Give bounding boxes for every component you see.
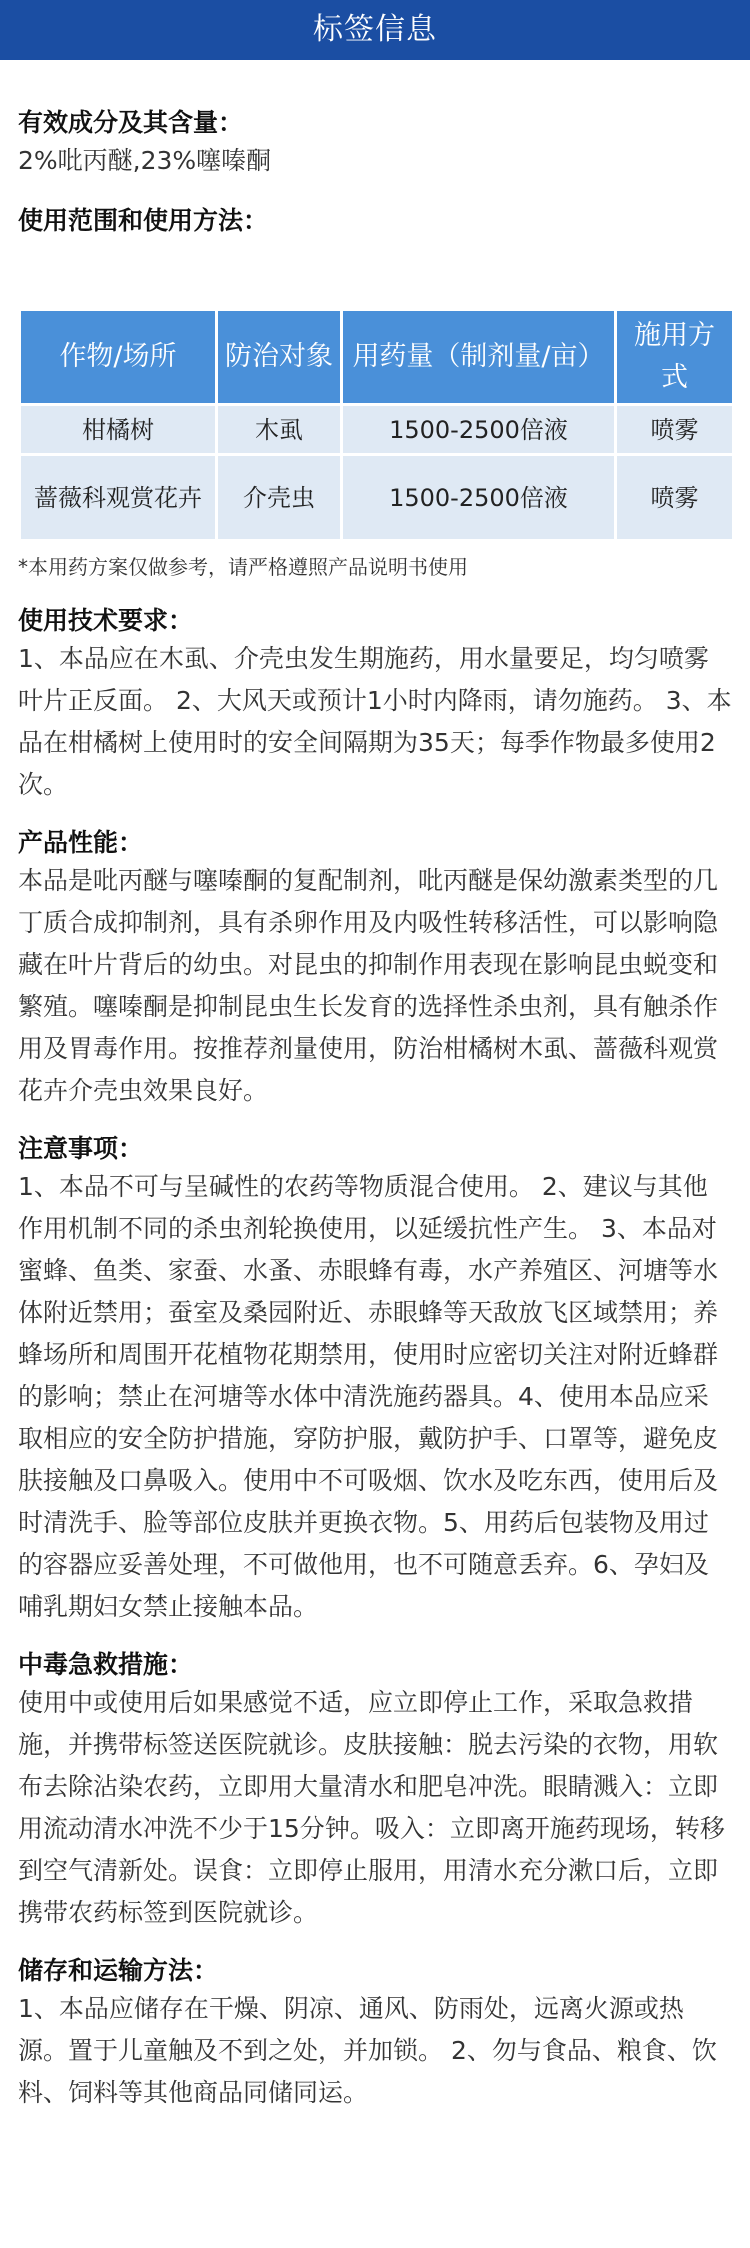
tech-title: 使用技术要求： xyxy=(18,606,194,635)
ingredients-value: 2%吡丙醚,23%噻嗪酮 xyxy=(18,146,272,175)
usage-table xyxy=(18,308,735,542)
storage-section xyxy=(18,1954,732,2114)
firstaid-text: 使用中或使用后如果感觉不适，应立即停止工作，采取急救措施，并携带标签送医院就诊。皮肤接触：脱去污染的衣物，用软布去除沾染农药，立即用大量清水和肥皂冲洗。眼睛溅入：立即用流动清水冲洗不少于15分钟。吸入：立即离开施药现场，转移到空气清新处。误食：立即停止服用，用清水充分漱口后，立即携带农药标签到医院就诊。 xyxy=(18,1688,725,1927)
performance-text: 本品是吡丙醚与噻嗪酮的复配制剂，吡丙醚是保幼激素类型的几丁质合成抑制剂，具有杀卵作用及内吸性转移活性，可以影响隐藏在叶片背后的幼虫。对昆虫的抑制作用表现在影响昆虫蜕变和繁殖。噻嗪酮是抑制昆虫生长发育的选择性杀虫剂，具有触杀作用及胃毒作用。按推荐剂量使用，防治柑橘树木虱、蔷薇科观赏花卉介壳虫效果良好。 xyxy=(18,866,719,1105)
cautions-section xyxy=(18,1132,732,1628)
usage-spacer xyxy=(18,238,732,308)
ingredients-title: 有效成分及其含量： xyxy=(18,108,244,137)
performance-title: 产品性能： xyxy=(18,828,144,857)
cell-dosage: 1500-2500倍液 xyxy=(342,455,616,541)
label-content xyxy=(0,106,750,2114)
cautions-text: 1、本品不可与呈碱性的农药等物质混合使用。 2、建议与其他作用机制不同的杀虫剂轮换使用，以延缓抗性产生。 3、本品对蜜蜂、鱼类、家蚕、水蚤、赤眼蜂有毒，水产养殖区、河塘等水体附近禁用；蚕室及桑园附近、赤眼蜂等天敌放飞区域禁用；养蜂场所和周围开花植物花期禁用，使用时应密切关注对附近蜂群的影响；禁止在河塘等水体中清洗施药器具。4、使用本品应采取相应的安全防护措施，穿防护服，戴防护手、口罩等，避免皮肤接触及口鼻吸入。使用中不可吸烟、饮水及吃东西，使用后及时清洗手、脸等部位皮肤并更换衣物。5、用药后包装物及用过的容器应妥善处理，不可做他用，也不可随意丢弃。6、孕妇及哺乳期妇女禁止接触本品。 xyxy=(18,1172,719,1621)
usage-note: *本用药方案仅做参考，请严格遵照产品说明书使用 xyxy=(18,555,468,579)
usage-table-header-row xyxy=(20,310,734,405)
table-row xyxy=(20,405,734,455)
cell-target: 木虱 xyxy=(217,405,342,455)
tech-section xyxy=(18,604,732,806)
cell-method: 喷雾 xyxy=(616,405,734,455)
label-info-header xyxy=(0,0,750,60)
tech-text: 1、本品应在木虱、介壳虫发生期施药，用水量要足，均匀喷雾叶片正反面。 2、大风天或预计1小时内降雨，请勿施药。 3、本品在柑橘树上使用时的安全间隔期为35天；每季作物最多使用2次。 xyxy=(18,644,732,799)
col-header-method: 施用方式 xyxy=(616,310,734,405)
storage-title: 储存和运输方法： xyxy=(18,1956,219,1985)
usage-title: 使用范围和使用方法： xyxy=(18,206,269,235)
table-row xyxy=(20,455,734,541)
ingredients-section xyxy=(18,106,732,182)
cell-crop: 蔷薇科观赏花卉 xyxy=(20,455,217,541)
cell-dosage: 1500-2500倍液 xyxy=(342,405,616,455)
storage-text: 1、本品应储存在干燥、阴凉、通风、防雨处，远离火源或热源。置于儿童触及不到之处，并加锁。 2、勿与食品、粮食、饮料、饲料等其他商品同储同运。 xyxy=(18,1994,717,2107)
performance-section xyxy=(18,826,732,1112)
cell-target: 介壳虫 xyxy=(217,455,342,541)
col-header-crop: 作物/场所 xyxy=(20,310,217,405)
cell-method: 喷雾 xyxy=(616,455,734,541)
firstaid-section xyxy=(18,1648,732,1934)
col-header-dosage: 用药量（制剂量/亩） xyxy=(342,310,616,405)
cell-crop: 柑橘树 xyxy=(20,405,217,455)
col-header-target: 防治对象 xyxy=(217,310,342,405)
cautions-title: 注意事项： xyxy=(18,1134,144,1163)
firstaid-title: 中毒急救措施： xyxy=(18,1650,194,1679)
usage-section xyxy=(18,204,732,582)
page-title: 标签信息 xyxy=(313,12,437,47)
